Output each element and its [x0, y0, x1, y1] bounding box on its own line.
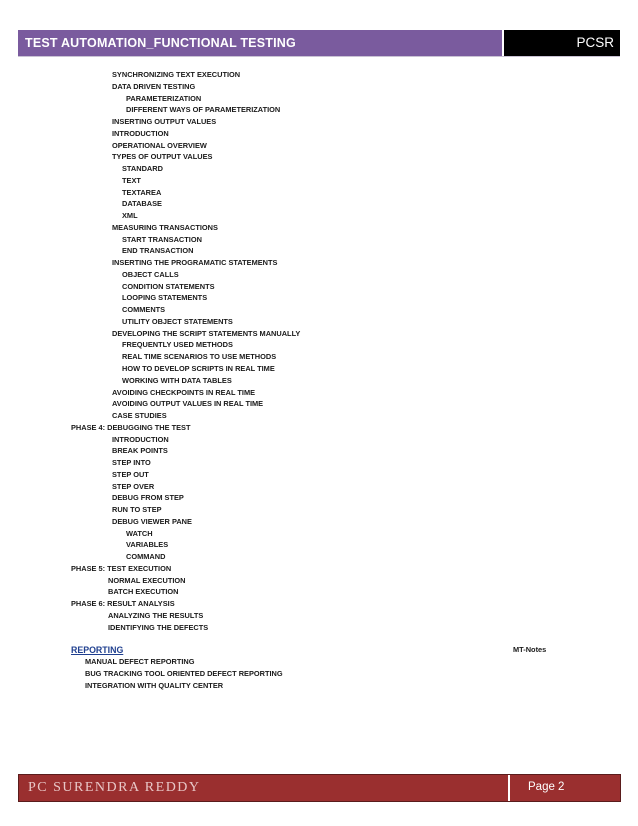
- footer-author-bar: [19, 775, 508, 801]
- toc-item: END TRANSACTION: [122, 246, 194, 256]
- page-footer: [18, 774, 621, 802]
- page-header: [18, 30, 620, 56]
- reporting-item: BUG TRACKING TOOL ORIENTED DEFECT REPORTING: [85, 669, 283, 678]
- toc-item: START TRANSACTION: [122, 234, 202, 244]
- header-title: TEST AUTOMATION_FUNCTIONAL TESTING: [25, 36, 296, 50]
- toc-item: DATABASE: [122, 199, 162, 209]
- toc-item: HOW TO DEVELOP SCRIPTS IN REAL TIME: [122, 364, 275, 373]
- toc-item: OBJECT CALLS: [122, 269, 179, 279]
- toc-item: TEXTAREA: [122, 187, 162, 197]
- reporting-heading: REPORTING: [71, 645, 124, 655]
- toc-item: PHASE 6: RESULT ANALYSIS: [71, 599, 175, 609]
- header-brand-box: [504, 30, 620, 56]
- toc-item: STANDARD: [122, 164, 163, 174]
- header-rule: [18, 56, 620, 57]
- toc-item: COMMENTS: [122, 305, 166, 315]
- toc-item: RUN TO STEP: [112, 505, 162, 515]
- toc-item: ANALYZING THE RESULTS: [108, 610, 204, 620]
- toc-item: COMMAND: [126, 552, 166, 562]
- toc-item: PHASE 4: DEBUGGING THE TEST: [71, 422, 191, 432]
- reporting-item: MANUAL DEFECT REPORTING: [85, 657, 195, 666]
- toc-item: AVOIDING CHECKPOINTS IN REAL TIME: [112, 387, 256, 397]
- toc-item: PARAMETERIZATION: [126, 93, 202, 103]
- toc-item: XML: [122, 211, 138, 221]
- header-brand: PCSR: [576, 35, 614, 50]
- toc-item: VARIABLES: [126, 540, 169, 550]
- toc-item: REAL TIME SCENARIOS TO USE METHODS: [122, 352, 277, 362]
- toc-item: SYNCHRONIZING TEXT EXECUTION: [112, 70, 241, 79]
- toc-item: OPERATIONAL OVERVIEW: [112, 140, 207, 150]
- toc-item: INTRODUCTION: [112, 128, 169, 138]
- toc-item: AVOIDING OUTPUT VALUES IN REAL TIME: [112, 399, 264, 409]
- toc-item: INTRODUCTION: [112, 434, 169, 444]
- toc-item: TYPES OF OUTPUT VALUES: [112, 152, 213, 162]
- toc-item: CONDITION STATEMENTS: [122, 281, 215, 291]
- toc-item: IDENTIFYING THE DEFECTS: [108, 622, 209, 632]
- toc-item: STEP OUT: [112, 469, 149, 479]
- toc-item: CASE STUDIES: [112, 411, 167, 421]
- side-note: MT-Notes: [513, 645, 547, 654]
- toc-item: LOOPING STATEMENTS: [122, 293, 208, 303]
- toc-item: NORMAL EXECUTION: [108, 575, 186, 585]
- toc-item: INSERTING OUTPUT VALUES: [112, 117, 217, 127]
- toc-item: WORKING WITH DATA TABLES: [122, 375, 232, 385]
- toc-item: STEP INTO: [112, 458, 151, 468]
- toc-item: DEBUG VIEWER PANE: [112, 516, 192, 526]
- toc-item: INSERTING THE PROGRAMATIC STATEMENTS: [112, 258, 278, 268]
- page-number: Page 2: [528, 781, 565, 793]
- toc-item: UTILITY OBJECT STATEMENTS: [122, 316, 233, 326]
- footer-author: PC SURENDRA REDDY: [28, 780, 201, 795]
- toc-item: DATA DRIVEN TESTING: [112, 81, 196, 91]
- toc-item: DEBUG FROM STEP: [112, 493, 184, 503]
- toc-item: TEXT: [122, 175, 141, 185]
- toc-item: WATCH: [126, 528, 153, 538]
- toc-item: DIFFERENT WAYS OF PARAMETERIZATION: [126, 105, 281, 115]
- toc-item: MEASURING TRANSACTIONS: [112, 222, 218, 232]
- toc-item: BATCH EXECUTION: [108, 587, 179, 597]
- toc-item: FREQUENTLY USED METHODS: [122, 340, 233, 350]
- reporting-item: INTEGRATION WITH QUALITY CENTER: [85, 681, 224, 690]
- toc-item: DEVELOPING THE SCRIPT STATEMENTS MANUALLY: [112, 328, 301, 338]
- toc-item: PHASE 5: TEST EXECUTION: [71, 563, 172, 573]
- header-title-bar: [18, 30, 502, 56]
- toc-item: BREAK POINTS: [112, 446, 168, 456]
- footer-page-box: [510, 775, 620, 801]
- toc-item: STEP OVER: [112, 481, 155, 491]
